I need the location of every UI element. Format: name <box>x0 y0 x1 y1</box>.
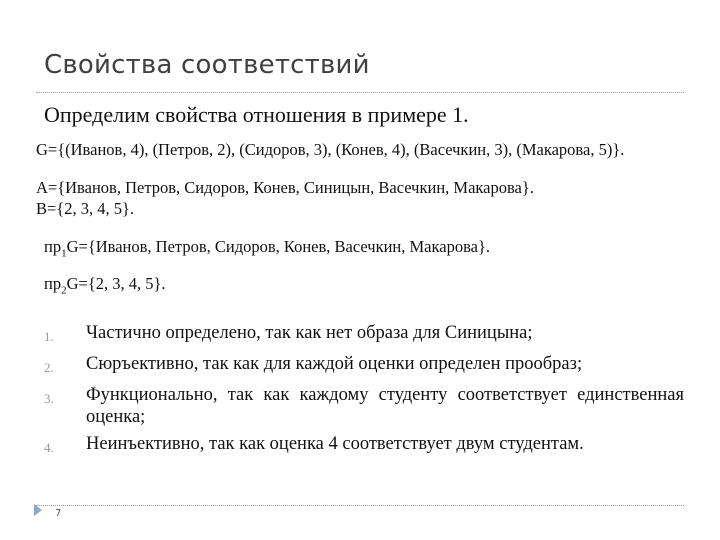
set-b-line: B={2, 3, 4, 5}. <box>36 199 135 218</box>
projection-2-line <box>44 274 166 296</box>
projection-1-subscript: 1 <box>61 247 67 260</box>
footer-triangle-icon <box>34 504 42 516</box>
intro-text: Определим свойства отношения в примере 1. <box>44 102 469 127</box>
projection-1-value: G={Иванов, Петров, Сидоров, Конев, Васечкин, Макарова}. <box>66 237 491 256</box>
set-a-line: A={Иванов, Петров, Сидоров, Конев, Синицын, Васечкин, Макарова}. <box>36 178 534 197</box>
projection-1-prefix: пр <box>44 237 62 256</box>
list-item-number: 3. <box>44 391 54 406</box>
list-item <box>44 353 684 379</box>
projection-2-prefix: пр <box>44 274 62 293</box>
list-item-text: Неинъективно, так как оценка 4 соответствует двум студентам. <box>86 434 584 454</box>
list-item <box>44 433 684 459</box>
set-g-line: G={(Иванов, 4), (Петров, 2), (Сидоров, 3), (Конев, 4), (Васечкин, 3), (Макарова, 5)}. <box>36 140 625 159</box>
title-divider <box>36 92 684 93</box>
list-item-text: Сюръективно, так как для каждой оценки определен прообраз; <box>86 354 583 374</box>
properties-list <box>44 322 684 464</box>
list-item <box>44 384 684 428</box>
page-number: 7 <box>55 508 62 519</box>
projection-1-line <box>44 237 490 259</box>
list-item <box>44 322 684 348</box>
list-item-number: 4. <box>44 440 54 455</box>
list-item-number: 2. <box>44 360 54 375</box>
footer-divider <box>36 505 684 506</box>
list-item-text: Функционально, так как каждому студенту соответствует единственная оценка; <box>86 385 684 427</box>
list-item-number: 1. <box>44 329 54 344</box>
slide-title: Свойства соответствий <box>44 50 370 80</box>
list-item-text: Частично определено, так как нет образа для Синицына; <box>86 323 533 343</box>
projection-2-subscript: 2 <box>61 284 67 297</box>
projection-2-value: G={2, 3, 4, 5}. <box>66 274 166 293</box>
